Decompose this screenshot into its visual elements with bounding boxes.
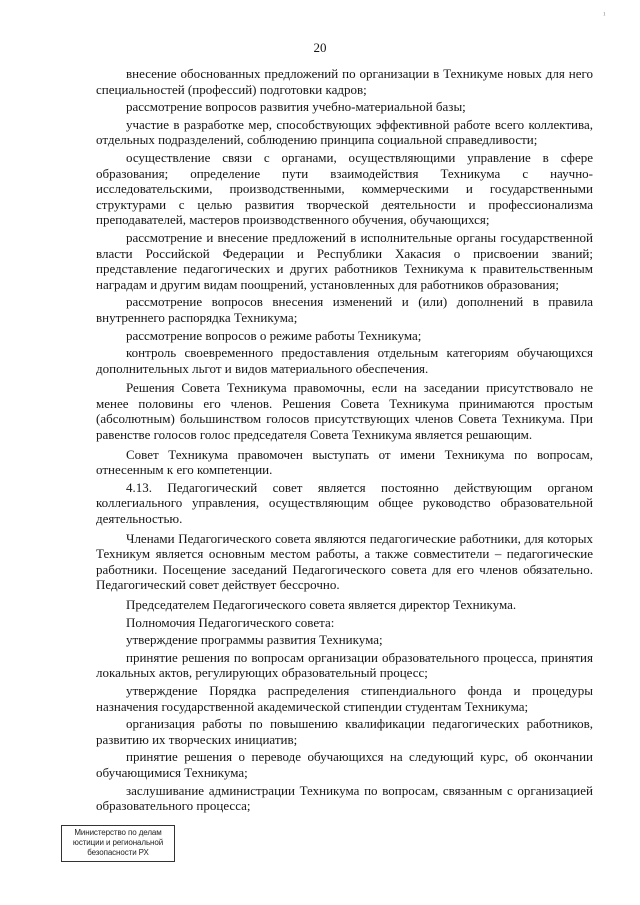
corner-mark: ¹	[603, 10, 606, 20]
stamp-line: безопасности РХ	[87, 848, 149, 857]
stamp-line: Министерство по делам	[74, 828, 162, 837]
paragraph: организация работы по повышению квалификации педагогических работников, развитию их творческих инициатив;	[96, 716, 593, 747]
page-number: 20	[313, 40, 327, 55]
ministry-stamp	[61, 825, 175, 862]
paragraph: контроль своевременного предоставления отдельным категориям обучающихся дополнительных льгот и видов материального обеспечения.	[96, 345, 593, 376]
paragraph: участие в разработке мер, способствующих эффективной работе всего коллектива, отдельных подразделений, соблюдению принципа социальной справедливости;	[96, 116, 593, 148]
body-text	[96, 66, 593, 816]
paragraph: Председателем Педагогического совета является директор Техникума.	[126, 597, 517, 612]
paragraph: рассмотрение вопросов развития учебно-материальной базы;	[126, 99, 466, 115]
paragraph: Решения Совета Техникума правомочны, если на заседании присутствовало не менее половины его членов. Решения Совета Техникума принимаются простым (абсолютным) большинством голосов присутствующих членов Совета Техникума. При равенстве голосов голос председателя Совета Техникума является решающим.	[96, 380, 593, 443]
paragraph: принятие решения о переводе обучающихся на следующий курс, об окончании обучающимися Техникума;	[96, 749, 593, 780]
paragraph: Полномочия Педагогического совета:	[126, 614, 335, 630]
paragraph: принятие решения по вопросам организации образовательного процесса, принятия локальных актов, регулирующих образовательный процесс;	[96, 649, 593, 681]
paragraph: осуществление связи с органами, осуществляющими управление в сфере образования; определение пути взаимодействия Техникума с научно-исследовательскими, производственными, коммерческими и государственными структурами с целью развития творческой деятельности и профессионализма преподавателей, мастеров производственного обучения, обучающихся;	[96, 149, 593, 228]
stamp-line: юстиции и региональной	[72, 838, 164, 847]
paragraph: утверждение Порядка распределения стипендиального фонда и процедуры назначения государственной академической стипендии студентам Техникума;	[96, 682, 593, 714]
paragraph: заслушивание администрации Техникума по вопросам, связанным с организацией образовательного процесса;	[96, 782, 593, 814]
paragraph: рассмотрение вопросов внесения изменений и (или) дополнений в правила внутреннего распорядка Техникума;	[96, 294, 593, 325]
paragraph: рассмотрение вопросов о режиме работы Техникума;	[126, 327, 422, 343]
paragraph: утверждение программы развития Техникума;	[126, 632, 383, 648]
paragraph: рассмотрение и внесение предложений в исполнительные органы государственной власти Российской Федерации и Республики Хакасия о присвоении званий; представление педагогических и других работников Техникума к правительственным наградам и другим видам поощрений, установленных для работников образования;	[96, 229, 593, 292]
paragraph: 4.13. Педагогический совет является постоянно действующим органом коллегиального управления, осуществляющим общее руководство образовательной деятельностью.	[96, 479, 593, 527]
paragraph: внесение обоснованных предложений по организации в Техникуме новых для него специальностей (профессий) подготовки кадров;	[96, 66, 593, 97]
paragraph: Совет Техникума правомочен выступать от имени Техникума по вопросам, отнесенным к его компетенции.	[96, 446, 593, 478]
paragraph: Членами Педагогического совета являются педагогические работники, для которых Техникум является основным местом работы, а также совместители – педагогические работники. Посещение заседаний Педагогического совета для его членов обязательно. Педагогический совет действует бессрочно.	[96, 530, 593, 593]
